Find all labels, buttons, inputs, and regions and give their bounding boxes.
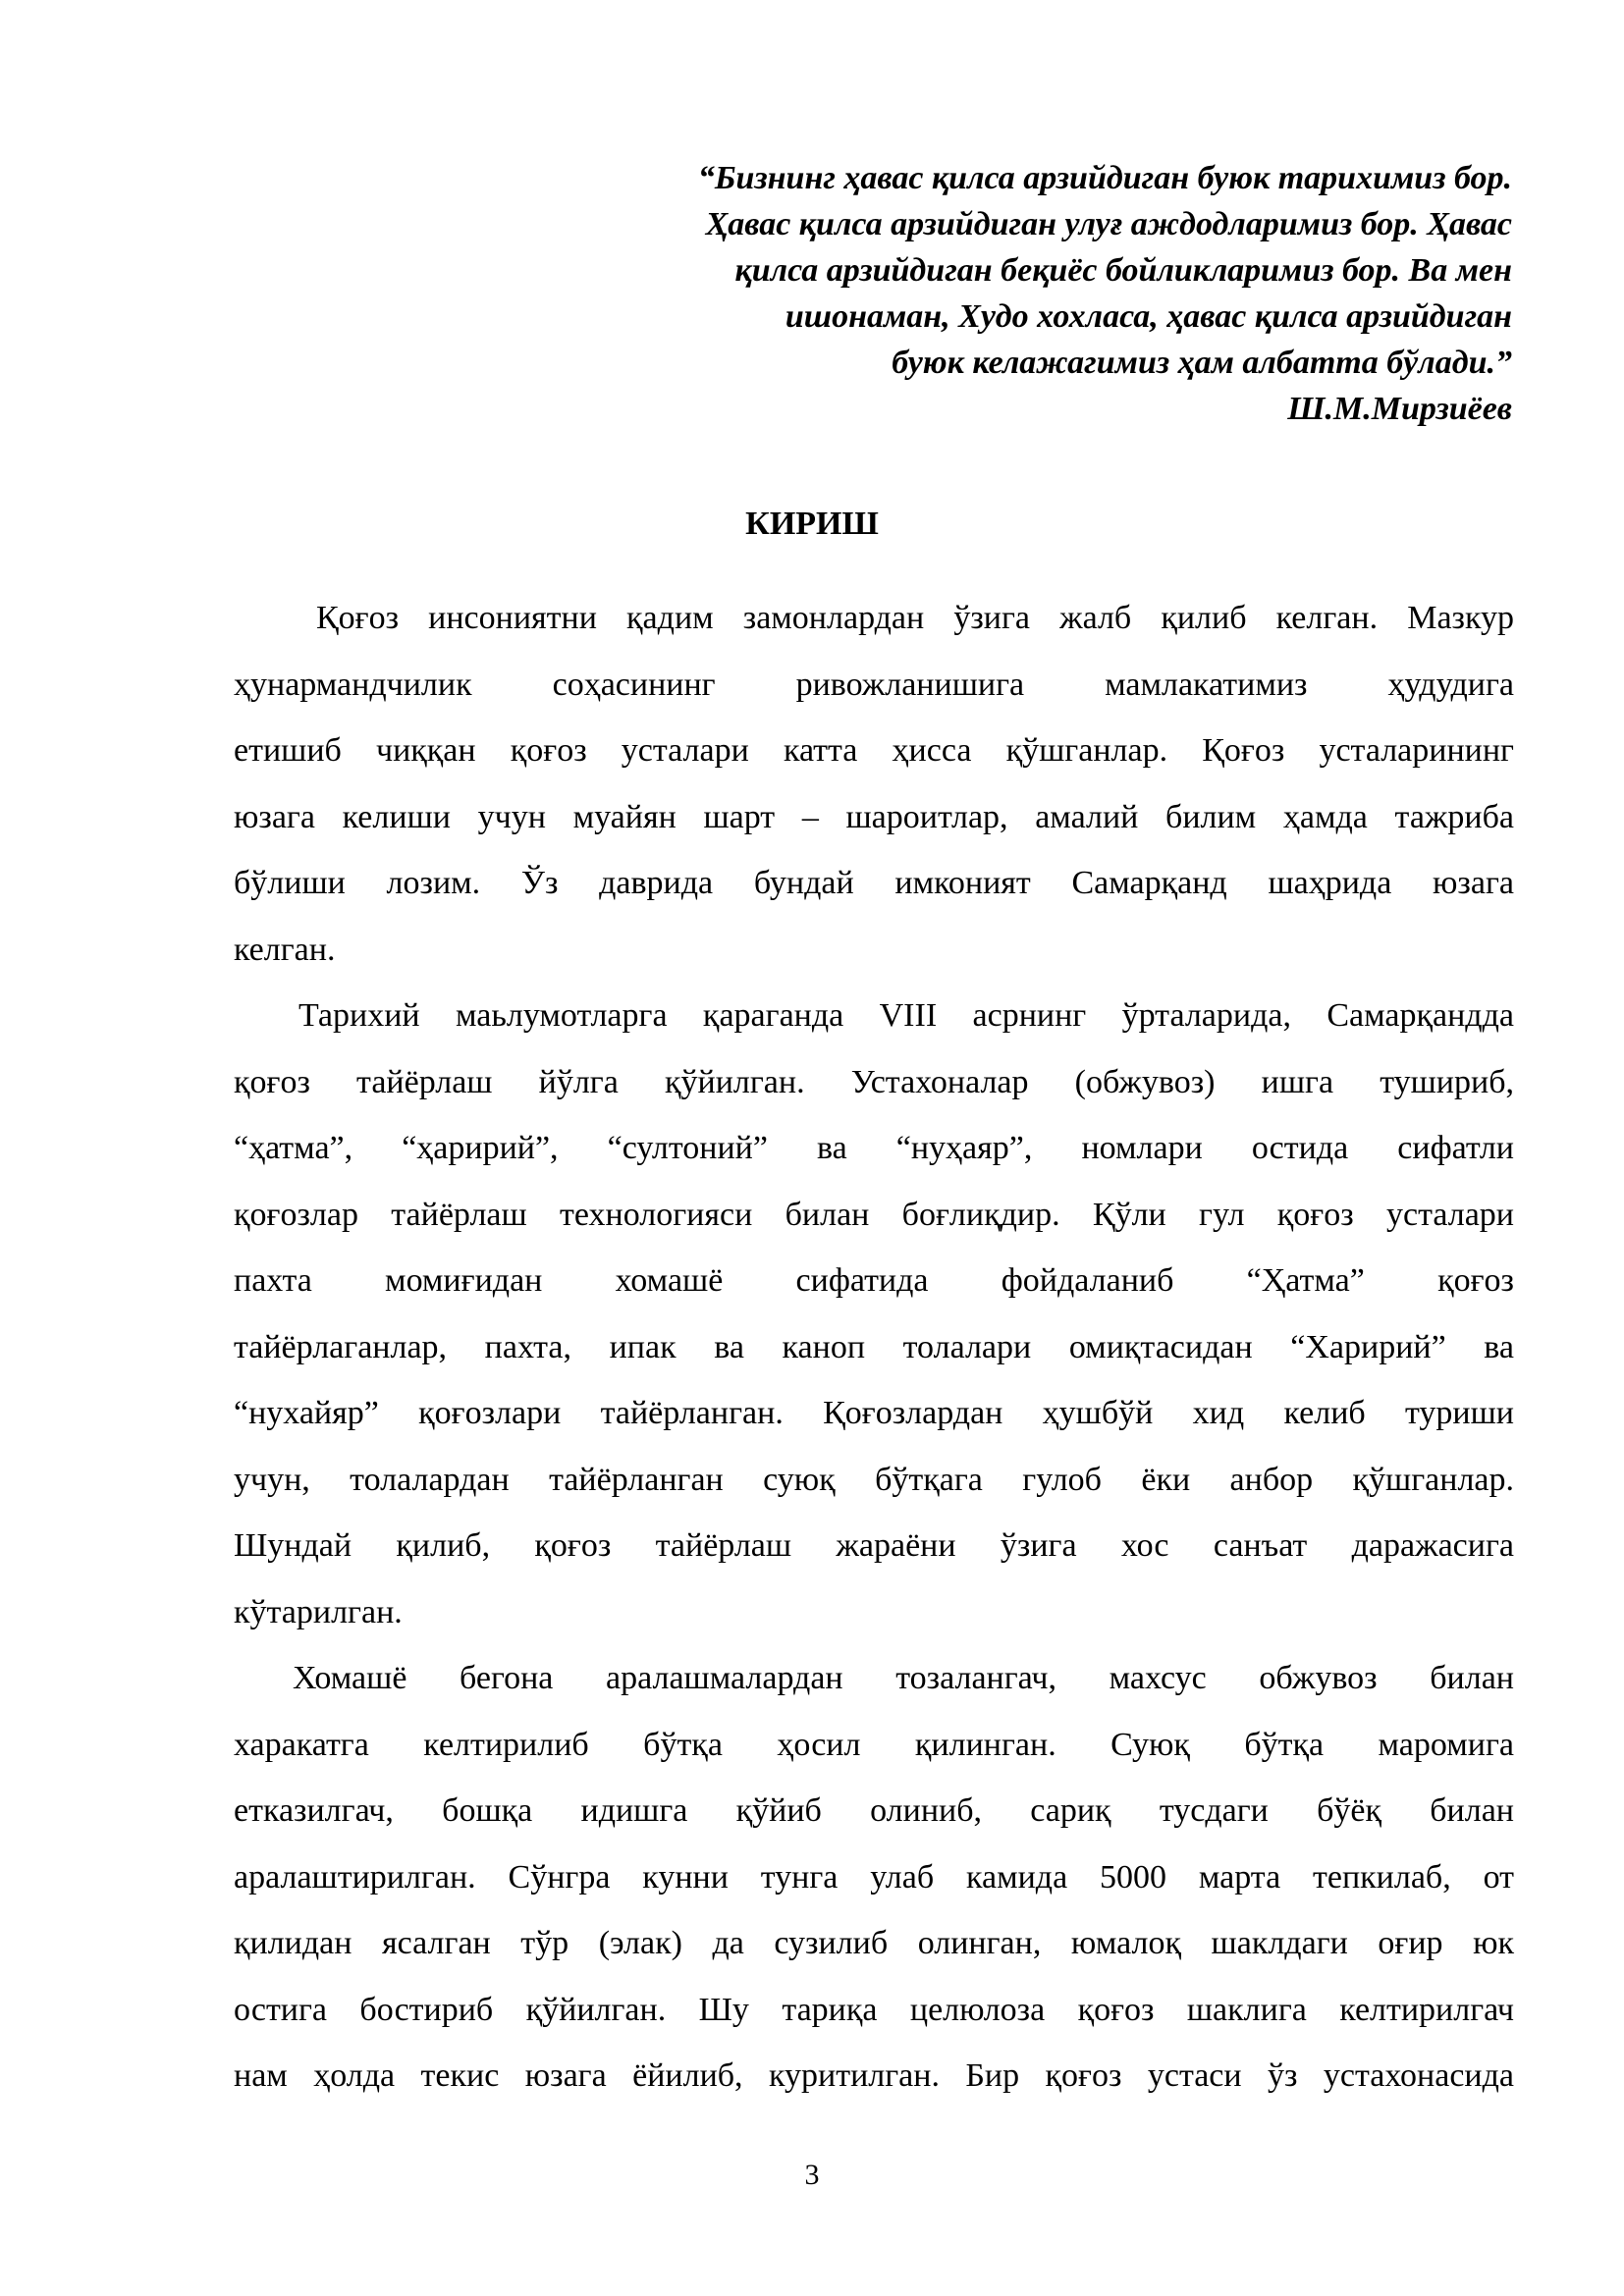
section-heading: КИРИШ (745, 506, 879, 542)
epigraph-author: Ш.М.Мирзиёев (1287, 391, 1512, 427)
page-number: 3 (804, 2159, 820, 2191)
epigraph-line: Ҳавас қилса арзийдиган улуғ аждодларимиз бор. Ҳавас (705, 206, 1512, 242)
epigraph-quote (471, 155, 1512, 432)
paragraph-line: нам ҳолда текис юзага ёйилиб, куритилган. Бир қоғоз устаси ўз устахонасида (234, 2057, 1514, 2094)
paragraph-line: харакатга келтирилиб бўтқа ҳосил қилинган. Суюқ бўтқа маромига (234, 1726, 1514, 1763)
paragraph-line: етказилгач, бошқа идишга қўйиб олиниб, сариқ тусдаги бўёқ билан (234, 1792, 1514, 1829)
paragraph-line: Хомашё бегона аралашмалардан тозалангач, махсус обжувоз билан (293, 1660, 1514, 1696)
paragraph-line: пахта момиғидан хомашё сифатида фойдаланиб “Ҳатма” қоғоз (234, 1262, 1514, 1299)
paragraph-line: келган. (234, 931, 336, 968)
paragraph-line: қилидан ясалган тўр (элак) да сузилиб олинган, юмалоқ шаклдаги оғир юк (234, 1925, 1514, 1961)
paragraph-line: Тарихий маьлумотларга қараганда VIII асрнинг ўрталарида, Самарқандда (298, 997, 1514, 1034)
paragraph-line: Шундай қилиб, қоғоз тайёрлаш жараёни ўзига хос санъат даражасига (234, 1527, 1514, 1564)
paragraph-2 (234, 983, 1514, 1645)
epigraph-line: ишонаман, Худо хохласа, ҳавас қилса арзийдиган (785, 298, 1512, 335)
paragraph-line: кўтарилган. (234, 1593, 403, 1630)
body-text (234, 585, 1514, 2109)
epigraph-line: қилса арзийдиган беқиёс бойликларимиз бор. Ва мен (734, 252, 1512, 289)
paragraph-line: остига бостириб қўйилган. Шу тариқа целюлоза қоғоз шаклига келтирилгач (234, 1991, 1514, 2028)
paragraph-line: “нухайяр” қоғозлари тайёрланган. Қоғозлардан ҳушбўй хид келиб туриши (234, 1395, 1514, 1431)
paragraph-line: бўлиши лозим. Ўз даврида бундай имконият Самарқанд шаҳрида юзага (234, 865, 1514, 901)
epigraph-line: буюк келажагимиз ҳам албатта бўлади.” (892, 345, 1512, 381)
paragraph-line: қоғозлар тайёрлаш технологияси билан боғлиқдир. Қўли гул қоғоз усталари (234, 1196, 1514, 1233)
paragraph-line: юзага келиши учун муайян шарт – шароитлар, амалий билим ҳамда тажриба (234, 798, 1514, 835)
paragraph-line: Қоғоз инсониятни қадим замонлардан ўзига жалб қилиб келган. Мазкур (316, 600, 1514, 636)
paragraph-line: ҳунармандчилик соҳасининг ривожланишига мамлакатимиз ҳудудига (234, 666, 1514, 703)
paragraph-line: тайёрлаганлар, пахта, ипак ва каноп толалари омиқтасидан “Харирий” ва (234, 1328, 1514, 1365)
paragraph-3 (234, 1645, 1514, 2109)
paragraph-line: “ҳатма”, “ҳаририй”, “султоний” ва “нуҳаяр”, номлари остида сифатли (234, 1130, 1514, 1166)
paragraph-line: учун, толалардан тайёрланган суюқ бўтқага гулоб ёки анбор қўшганлар. (234, 1461, 1514, 1498)
paragraph-line: етишиб чиққан қоғоз усталари катта ҳисса қўшганлар. Қоғоз усталарининг (234, 732, 1514, 769)
paragraph-line: қоғоз тайёрлаш йўлга қўйилган. Устахоналар (обжувоз) ишга тушириб, (234, 1063, 1514, 1100)
paragraph-line: аралаштирилган. Сўнгра кунни тунга улаб камида 5000 марта тепкилаб, от (234, 1858, 1514, 1896)
epigraph-line: “Бизнинг ҳавас қилса арзийдиган буюк тарихимиз бор. (697, 160, 1512, 196)
paragraph-1 (234, 585, 1514, 983)
